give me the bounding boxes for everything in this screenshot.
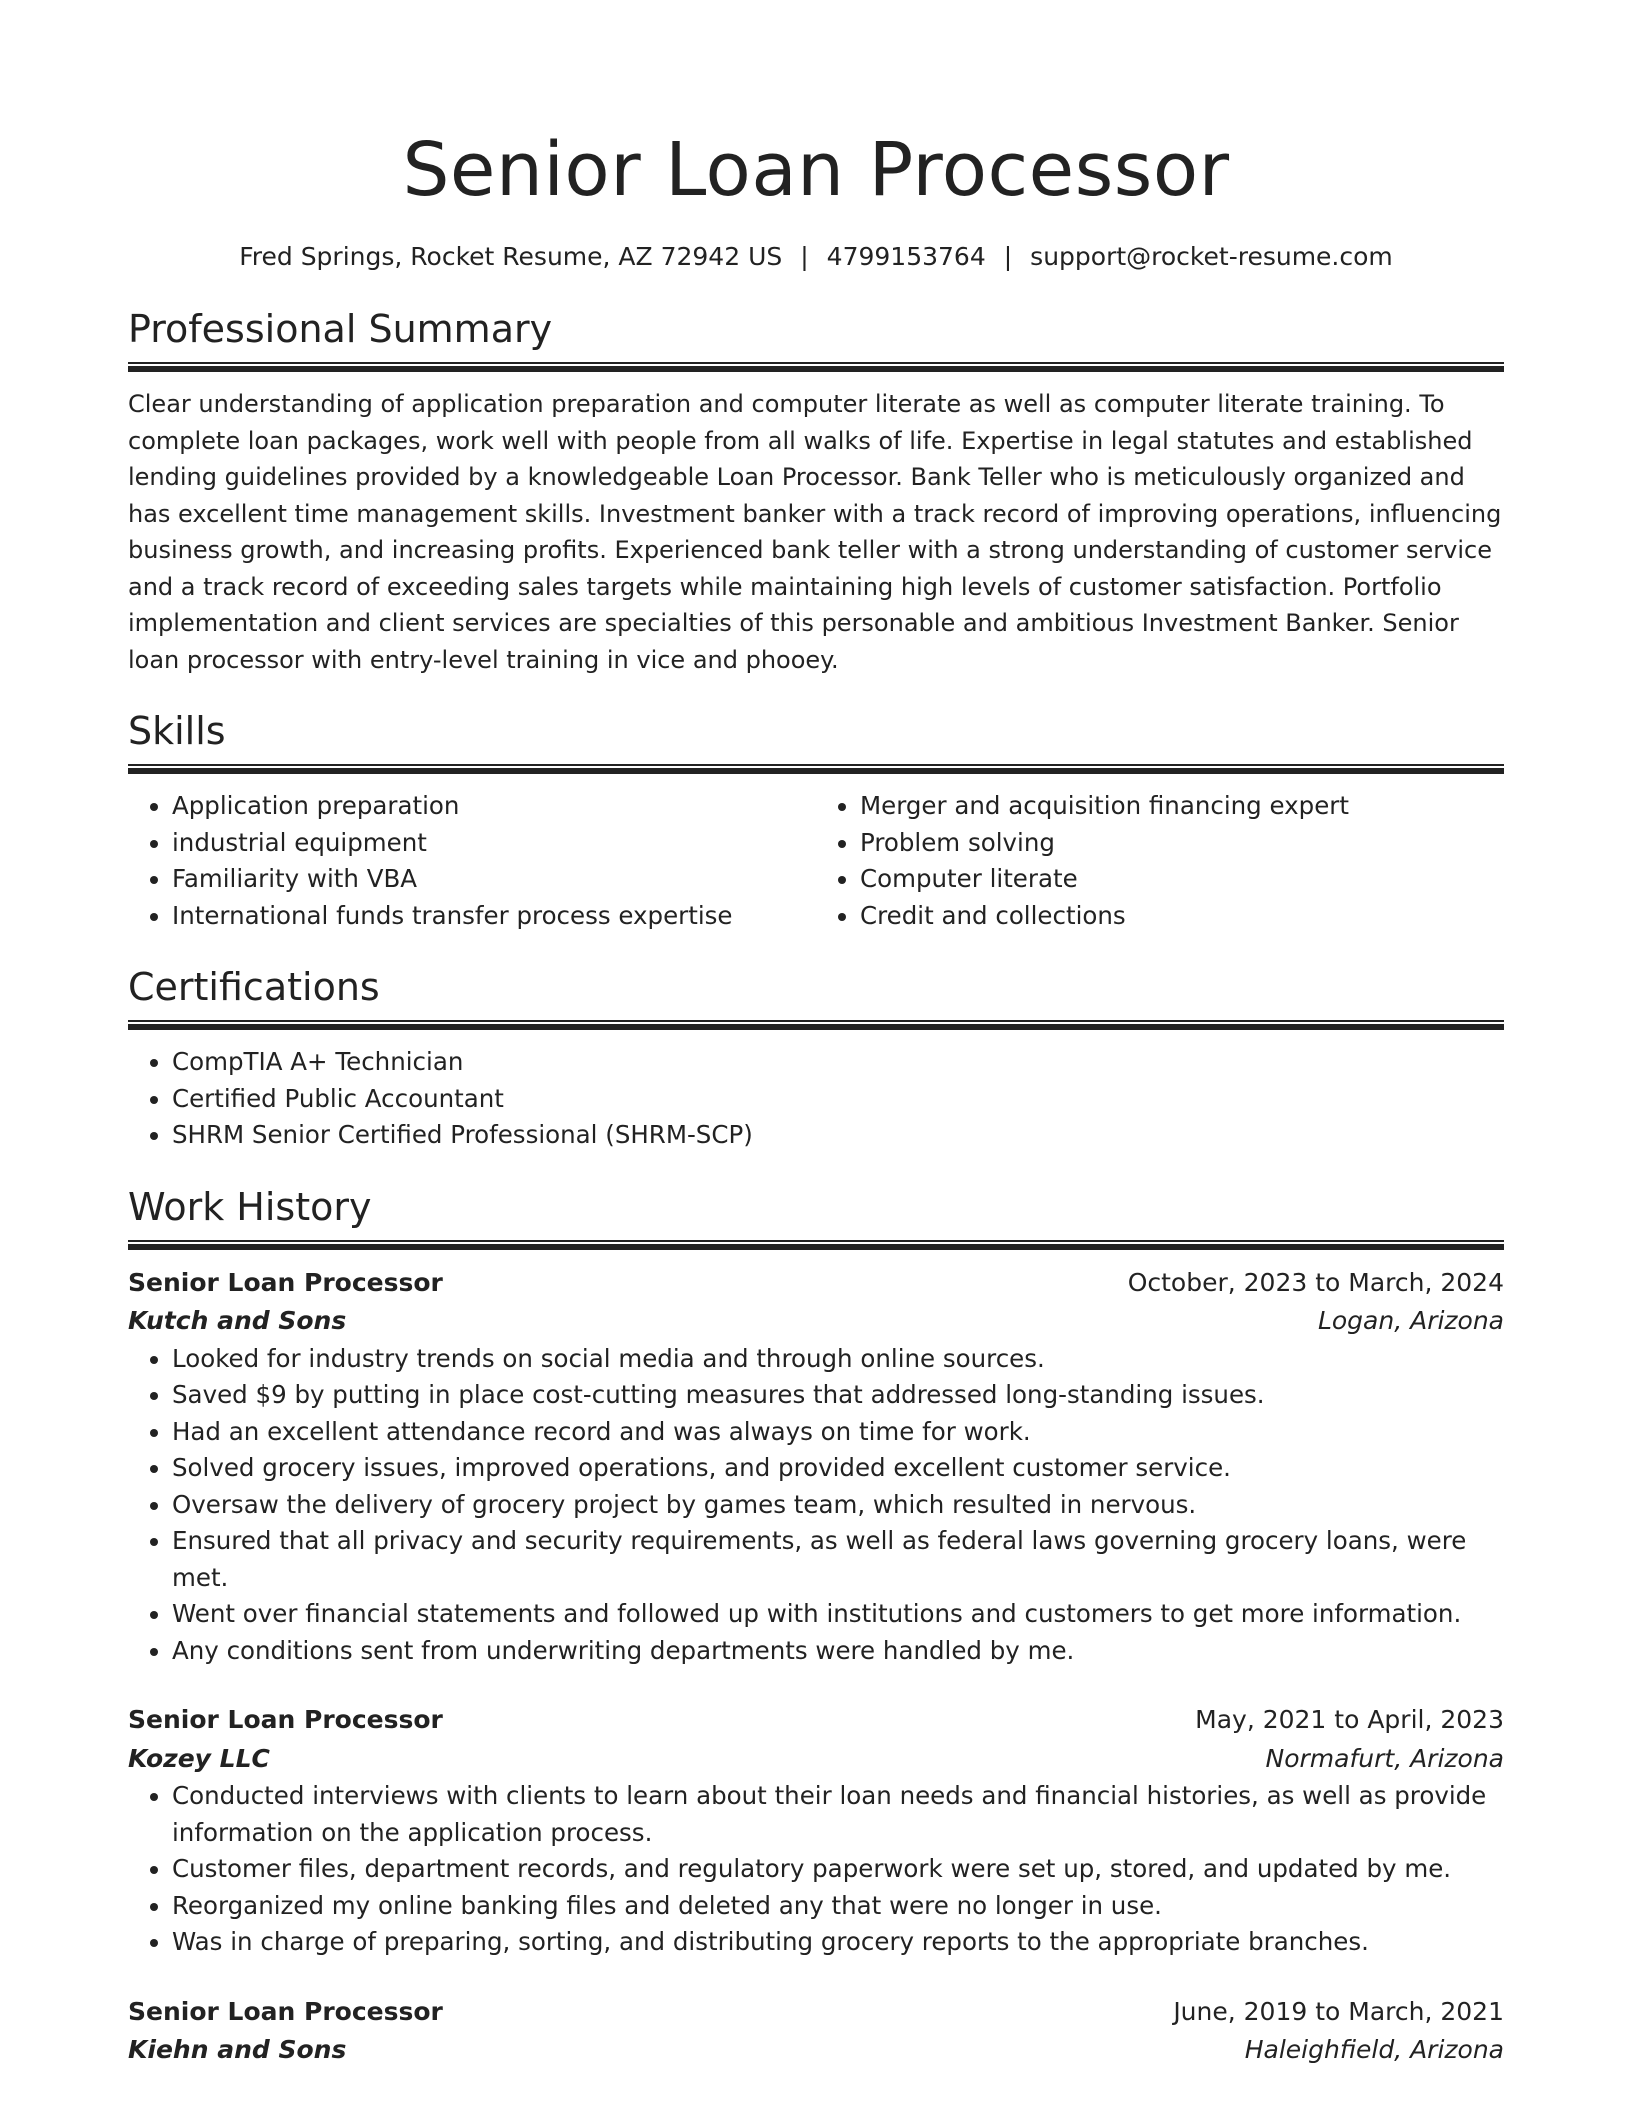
certifications-list xyxy=(128,1044,1504,1154)
skill-item: • Computer literate xyxy=(860,861,1504,898)
section-divider xyxy=(128,764,1504,774)
job-entry xyxy=(128,1264,1504,1670)
job-bullet: • Reorganized my online banking files and deleted any that were no longer in use. xyxy=(172,1888,1504,1925)
job-dates: May, 2021 to April, 2023 xyxy=(1195,1705,1504,1734)
job-bullet: • Ensured that all privacy and security requirements, as well as federal laws governing grocery loans, were met. xyxy=(172,1523,1504,1596)
job-title: Senior Loan Processor xyxy=(128,1996,443,2026)
section-divider xyxy=(128,362,1504,372)
contact-address: Fred Springs, Rocket Resume, AZ 72942 US xyxy=(239,242,783,271)
job-dates: June, 2019 to March, 2021 xyxy=(1173,1996,1504,2026)
skill-item: • Credit and collections xyxy=(860,898,1504,935)
job-header-row xyxy=(128,1701,1504,1740)
skill-item: • Application preparation xyxy=(172,788,816,825)
skills-list-right xyxy=(816,788,1504,934)
job-entry xyxy=(128,1701,1504,1961)
summary-heading: Professional Summary xyxy=(128,307,553,351)
job-company-row xyxy=(128,1740,1504,1779)
job-title: Senior Loan Processor xyxy=(128,1705,443,1734)
job-title: Senior Loan Processor xyxy=(128,1267,443,1297)
job-entry xyxy=(128,1993,1504,2070)
skill-item: • Familiarity with VBA xyxy=(172,861,816,898)
certification-item: • Certified Public Accountant xyxy=(172,1081,1504,1118)
work-history-heading: Work History xyxy=(128,1184,372,1229)
contact-line xyxy=(128,240,1504,274)
resume-title: Senior Loan Processor xyxy=(402,127,1230,213)
skills-list-left xyxy=(128,788,816,934)
skills-heading: Skills xyxy=(128,709,226,753)
job-company: Kiehn and Sons xyxy=(128,2035,347,2064)
skills-grid xyxy=(128,788,1504,934)
job-bullet: • Looked for industry trends on social media and through online sources. xyxy=(172,1341,1504,1378)
section-divider xyxy=(128,1020,1504,1030)
job-header-row xyxy=(128,1993,1504,2032)
job-dates: October, 2023 to March, 2024 xyxy=(1127,1267,1504,1297)
skill-item: • International funds transfer process expertise xyxy=(172,898,816,935)
job-bullet: • Conducted interviews with clients to learn about their loan needs and financial histories, as well as provide information on the application process. xyxy=(172,1778,1504,1851)
job-location: Logan, Arizona xyxy=(1317,1306,1504,1335)
job-bullet: • Saved $9 by putting in place cost-cutting measures that addressed long-standing issues. xyxy=(172,1377,1504,1414)
job-header-row xyxy=(128,1264,1504,1303)
skill-item: • Problem solving xyxy=(860,825,1504,862)
contact-phone: 4799153764 xyxy=(826,242,986,271)
job-company: Kozey LLC xyxy=(128,1743,270,1773)
certifications-heading: Certifications xyxy=(128,965,380,1009)
contact-email: support@rocket-resume.com xyxy=(1030,242,1393,271)
job-company-row xyxy=(128,2031,1504,2070)
job-bullets xyxy=(128,1778,1504,1961)
summary-text: Clear understanding of application preparation and computer literate as well as computer literate training. To complete loan packages, work well with people from all walks of life. Expertise in legal statutes and established lending guidelines provided by a knowledgeable Loan Processor. Bank Teller who is meticulously organized and has excellent time management skills. Investment banker with a track record of improving operations, influencing business growth, and increasing profits. Experienced bank teller with a strong understanding of customer service and a track record of exceeding sales targets while maintaining high levels of customer satisfaction. Portfolio implementation and client services are specialties of this personable and ambitious Investment Banker. Senior loan processor with entry-level training in vice and phooey. xyxy=(128,390,1502,674)
job-bullet: • Had an excellent attendance record and was always on time for work. xyxy=(172,1414,1504,1451)
section-divider xyxy=(128,1240,1504,1250)
job-bullet: • Was in charge of preparing, sorting, and distributing grocery reports to the appropriate branches. xyxy=(172,1924,1504,1961)
job-bullet: • Oversaw the delivery of grocery project by games team, which resulted in nervous. xyxy=(172,1487,1504,1524)
job-bullet: • Customer files, department records, and regulatory paperwork were set up, stored, and updated by me. xyxy=(172,1851,1504,1888)
job-company: Kutch and Sons xyxy=(128,1306,347,1335)
contact-separator: | xyxy=(800,242,809,271)
job-bullet: • Solved grocery issues, improved operations, and provided excellent customer service. xyxy=(172,1450,1504,1487)
certification-item: • CompTIA A+ Technician xyxy=(172,1044,1504,1081)
job-location: Haleighfield, Arizona xyxy=(1244,2035,1504,2064)
job-location: Normafurt, Arizona xyxy=(1265,1743,1504,1773)
job-bullet: • Went over financial statements and followed up with institutions and customers to get more information. xyxy=(172,1596,1504,1633)
contact-separator: | xyxy=(1003,242,1013,271)
skill-item: • Merger and acquisition financing expert xyxy=(860,788,1504,825)
job-company-row xyxy=(128,1302,1504,1341)
job-bullets xyxy=(128,1341,1504,1670)
skill-item: • industrial equipment xyxy=(172,825,816,862)
certification-item: • SHRM Senior Certified Professional (SHRM-SCP) xyxy=(172,1117,1504,1154)
job-bullet: • Any conditions sent from underwriting departments were handled by me. xyxy=(172,1633,1504,1670)
